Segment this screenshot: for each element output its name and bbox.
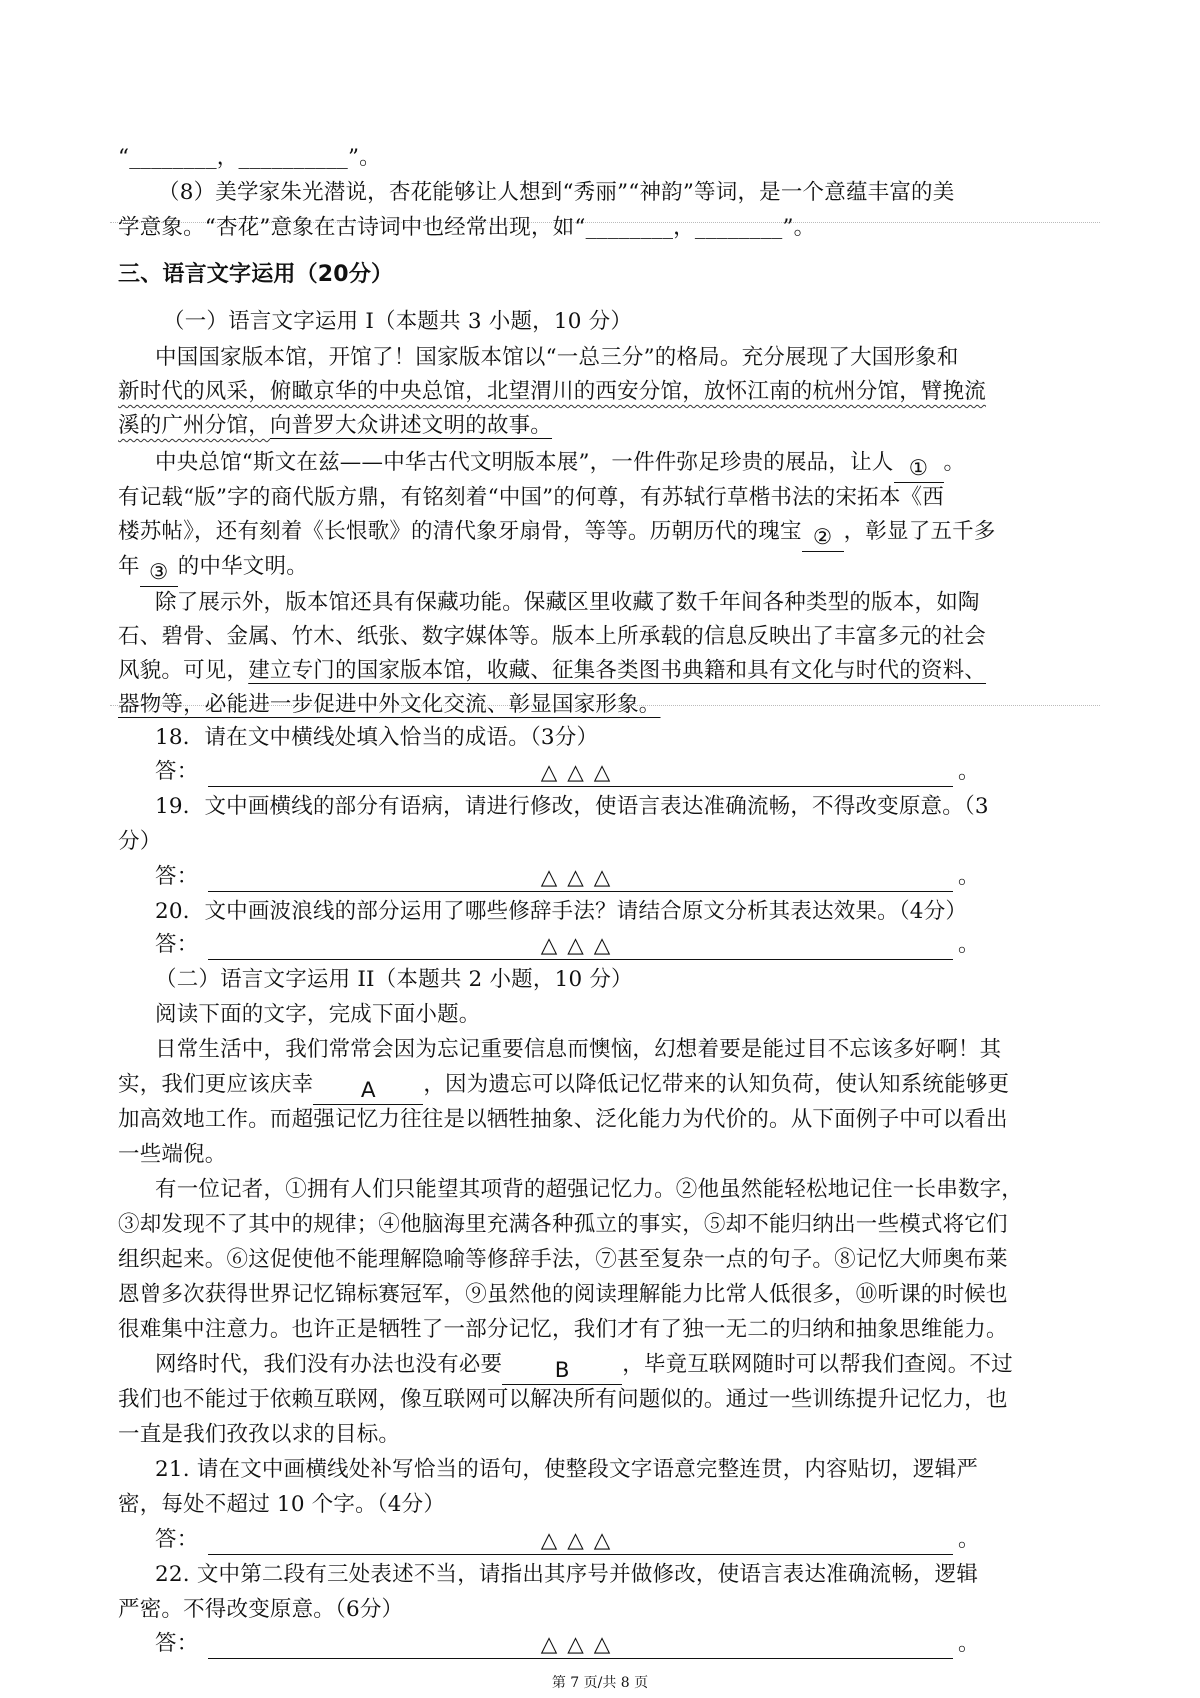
text-line: ③却发现不了其中的规律；④他脑海里充满各种孤立的事实，⑤却不能归纳出一些模式将它们 bbox=[118, 1212, 1008, 1237]
text-line: 有一位记者，①拥有人们只能望其项背的超强记忆力。②他虽然能轻松地记住一长串数字， bbox=[155, 1177, 1024, 1202]
answer-line-18: 答： △△△ 。 bbox=[155, 759, 980, 785]
text-line: 网络时代，我们没有办法也没有必要 B ，毕竟互联网随时可以帮我们查阅。不过 bbox=[155, 1352, 1013, 1383]
page-footer: 第 7 页/共 8 页 bbox=[551, 1675, 649, 1691]
text-line: 风貌。可见，建立专门的国家版本馆，收藏、征集各类图书典籍和具有文化与时代的资料、 bbox=[118, 658, 987, 683]
answer-field-21[interactable] bbox=[208, 1526, 953, 1555]
question-22: 22. 文中第二段有三处表述不当，请指出其序号并做修改，使语言表达准确流畅，逻辑 bbox=[155, 1562, 979, 1587]
text-line: 实，我们更应该庆幸 A ，因为遗忘可以降低记忆带来的认知负荷，使认知系统能够更 bbox=[118, 1072, 1010, 1103]
fill-blank-2[interactable]: ② bbox=[802, 523, 844, 552]
answer-field-22[interactable] bbox=[208, 1630, 953, 1659]
text-line: 年 ③ 的中华文明。 bbox=[118, 554, 308, 585]
answer-line-19: 答： △△△ 。 bbox=[155, 864, 980, 890]
answer-line-20: 答： △△△ 。 bbox=[155, 932, 980, 958]
section-heading: 三、语言文字运用（20分） bbox=[118, 262, 394, 287]
question-20: 20．文中画波浪线的部分运用了哪些修辞手法？请结合原文分析其表达效果。（4分） bbox=[155, 899, 968, 924]
answer-field-18[interactable] bbox=[208, 758, 953, 787]
text-line: 加高效地工作。而超强记忆力往往是以牺牲抽象、泛化能力为代价的。从下面例子中可以看出 bbox=[118, 1107, 1008, 1132]
answer-line-21: 答： △△△ 。 bbox=[155, 1527, 980, 1553]
subsection-heading: （一）语言文字运用 I（本题共 3 小题，10 分） bbox=[163, 309, 633, 334]
answer-field-19[interactable] bbox=[208, 863, 953, 892]
text-line: 很难集中注意力。也许正是牺牲了一部分记忆，我们才有了独一无二的归纳和抽象思维能力。 bbox=[118, 1317, 1008, 1342]
answer-marks: △△△ bbox=[540, 1528, 621, 1553]
text-line: 一些端倪。 bbox=[118, 1142, 227, 1167]
text-line: “________，__________”。 bbox=[118, 145, 381, 170]
text-line: 中央总馆“斯文在兹——中华古代文明版本展”，一件件弥足珍贵的展品，让人 ① 。 bbox=[155, 450, 966, 481]
text-line: 阅读下面的文字，完成下面小题。 bbox=[155, 1002, 481, 1027]
question-19: 19．文中画横线的部分有语病，请进行修改，使语言表达准确流畅，不得改变原意。（3 bbox=[155, 794, 989, 819]
text-line: 器物等，必能进一步促进中外文化交流、彰显国家形象。 bbox=[118, 692, 661, 717]
text-line: 一直是我们孜孜以求的目标。 bbox=[118, 1422, 401, 1447]
text-line: 密，每处不超过 10 个字。（4分） bbox=[118, 1492, 446, 1517]
answer-marks: △△△ bbox=[540, 933, 621, 958]
answer-line-22: 答： △△△ 。 bbox=[155, 1631, 980, 1657]
question-21: 21. 请在文中画横线处补写恰当的语句，使整段文字语意完整连贯，内容贴切，逻辑严 bbox=[155, 1457, 979, 1482]
answer-marks: △△△ bbox=[540, 760, 621, 785]
fill-blank-A[interactable]: A bbox=[313, 1076, 423, 1105]
text-line: 中国国家版本馆，开馆了！国家版本馆以“一总三分”的格局。充分展现了大国形象和 bbox=[155, 345, 959, 370]
text-line: 有记载“版”字的商代版方鼎，有铭刻着“中国”的何尊，有苏轼行草楷书法的宋拓本《西 bbox=[118, 485, 944, 510]
fill-blank-3[interactable]: ③ bbox=[140, 558, 178, 587]
fill-blank-B[interactable]: B bbox=[502, 1356, 622, 1385]
text-line: 新时代的风采，俯瞰京华的中央总馆，北望渭川的西安分馆，放怀江南的杭州分馆，臂挽流 bbox=[118, 379, 987, 404]
text-line: 学意象。“杏花”意象在古诗词中也经常出现，如“________，________”。 bbox=[118, 215, 816, 240]
text-line: 溪的广州分馆，向普罗大众讲述文明的故事。 bbox=[118, 413, 553, 438]
question-18: 18．请在文中横线处填入恰当的成语。（3分） bbox=[155, 725, 599, 750]
text-line: （8）美学家朱光潜说，杏花能够让人想到“秀丽”“神韵”等词，是一个意蕴丰富的美 bbox=[158, 180, 955, 205]
text-line: 石、碧骨、金属、竹木、纸张、数字媒体等。版本上所承载的信息反映出了丰富多元的社会 bbox=[118, 624, 987, 649]
answer-field-20[interactable] bbox=[208, 931, 953, 960]
text-line: 我们也不能过于依赖互联网，像互联网可以解决所有问题似的。通过一些训练提升记忆力，也 bbox=[118, 1387, 1008, 1412]
text-line: 恩曾多次获得世界记忆锦标赛冠军，⑨虽然他的阅读理解能力比常人低很多，⑩听课的时候也 bbox=[118, 1282, 1008, 1307]
subsection-heading: （二）语言文字运用 II（本题共 2 小题，10 分） bbox=[155, 967, 633, 992]
text-line: 楼苏帖》，还有刻着《长恨歌》的清代象牙扇骨，等等。历朝历代的瑰宝 ② ，彰显了五千多 bbox=[118, 519, 996, 550]
text-line: 分） bbox=[118, 829, 162, 854]
fill-blank-1[interactable]: ① bbox=[894, 454, 944, 483]
answer-marks: △△△ bbox=[540, 1632, 621, 1657]
text-line: 组织起来。⑥这促使他不能理解隐喻等修辞手法，⑦甚至复杂一点的句子。⑧记忆大师奥布莱 bbox=[118, 1247, 1008, 1272]
text-line: 严密。不得改变原意。（6分） bbox=[118, 1597, 404, 1622]
answer-marks: △△△ bbox=[540, 865, 621, 890]
text-line: 除了展示外，版本馆还具有保藏功能。保藏区里收藏了数千年间各种类型的版本，如陶 bbox=[155, 590, 980, 615]
text-line: 日常生活中，我们常常会因为忘记重要信息而懊恼，幻想着要是能过目不忘该多好啊！其 bbox=[155, 1037, 1002, 1062]
